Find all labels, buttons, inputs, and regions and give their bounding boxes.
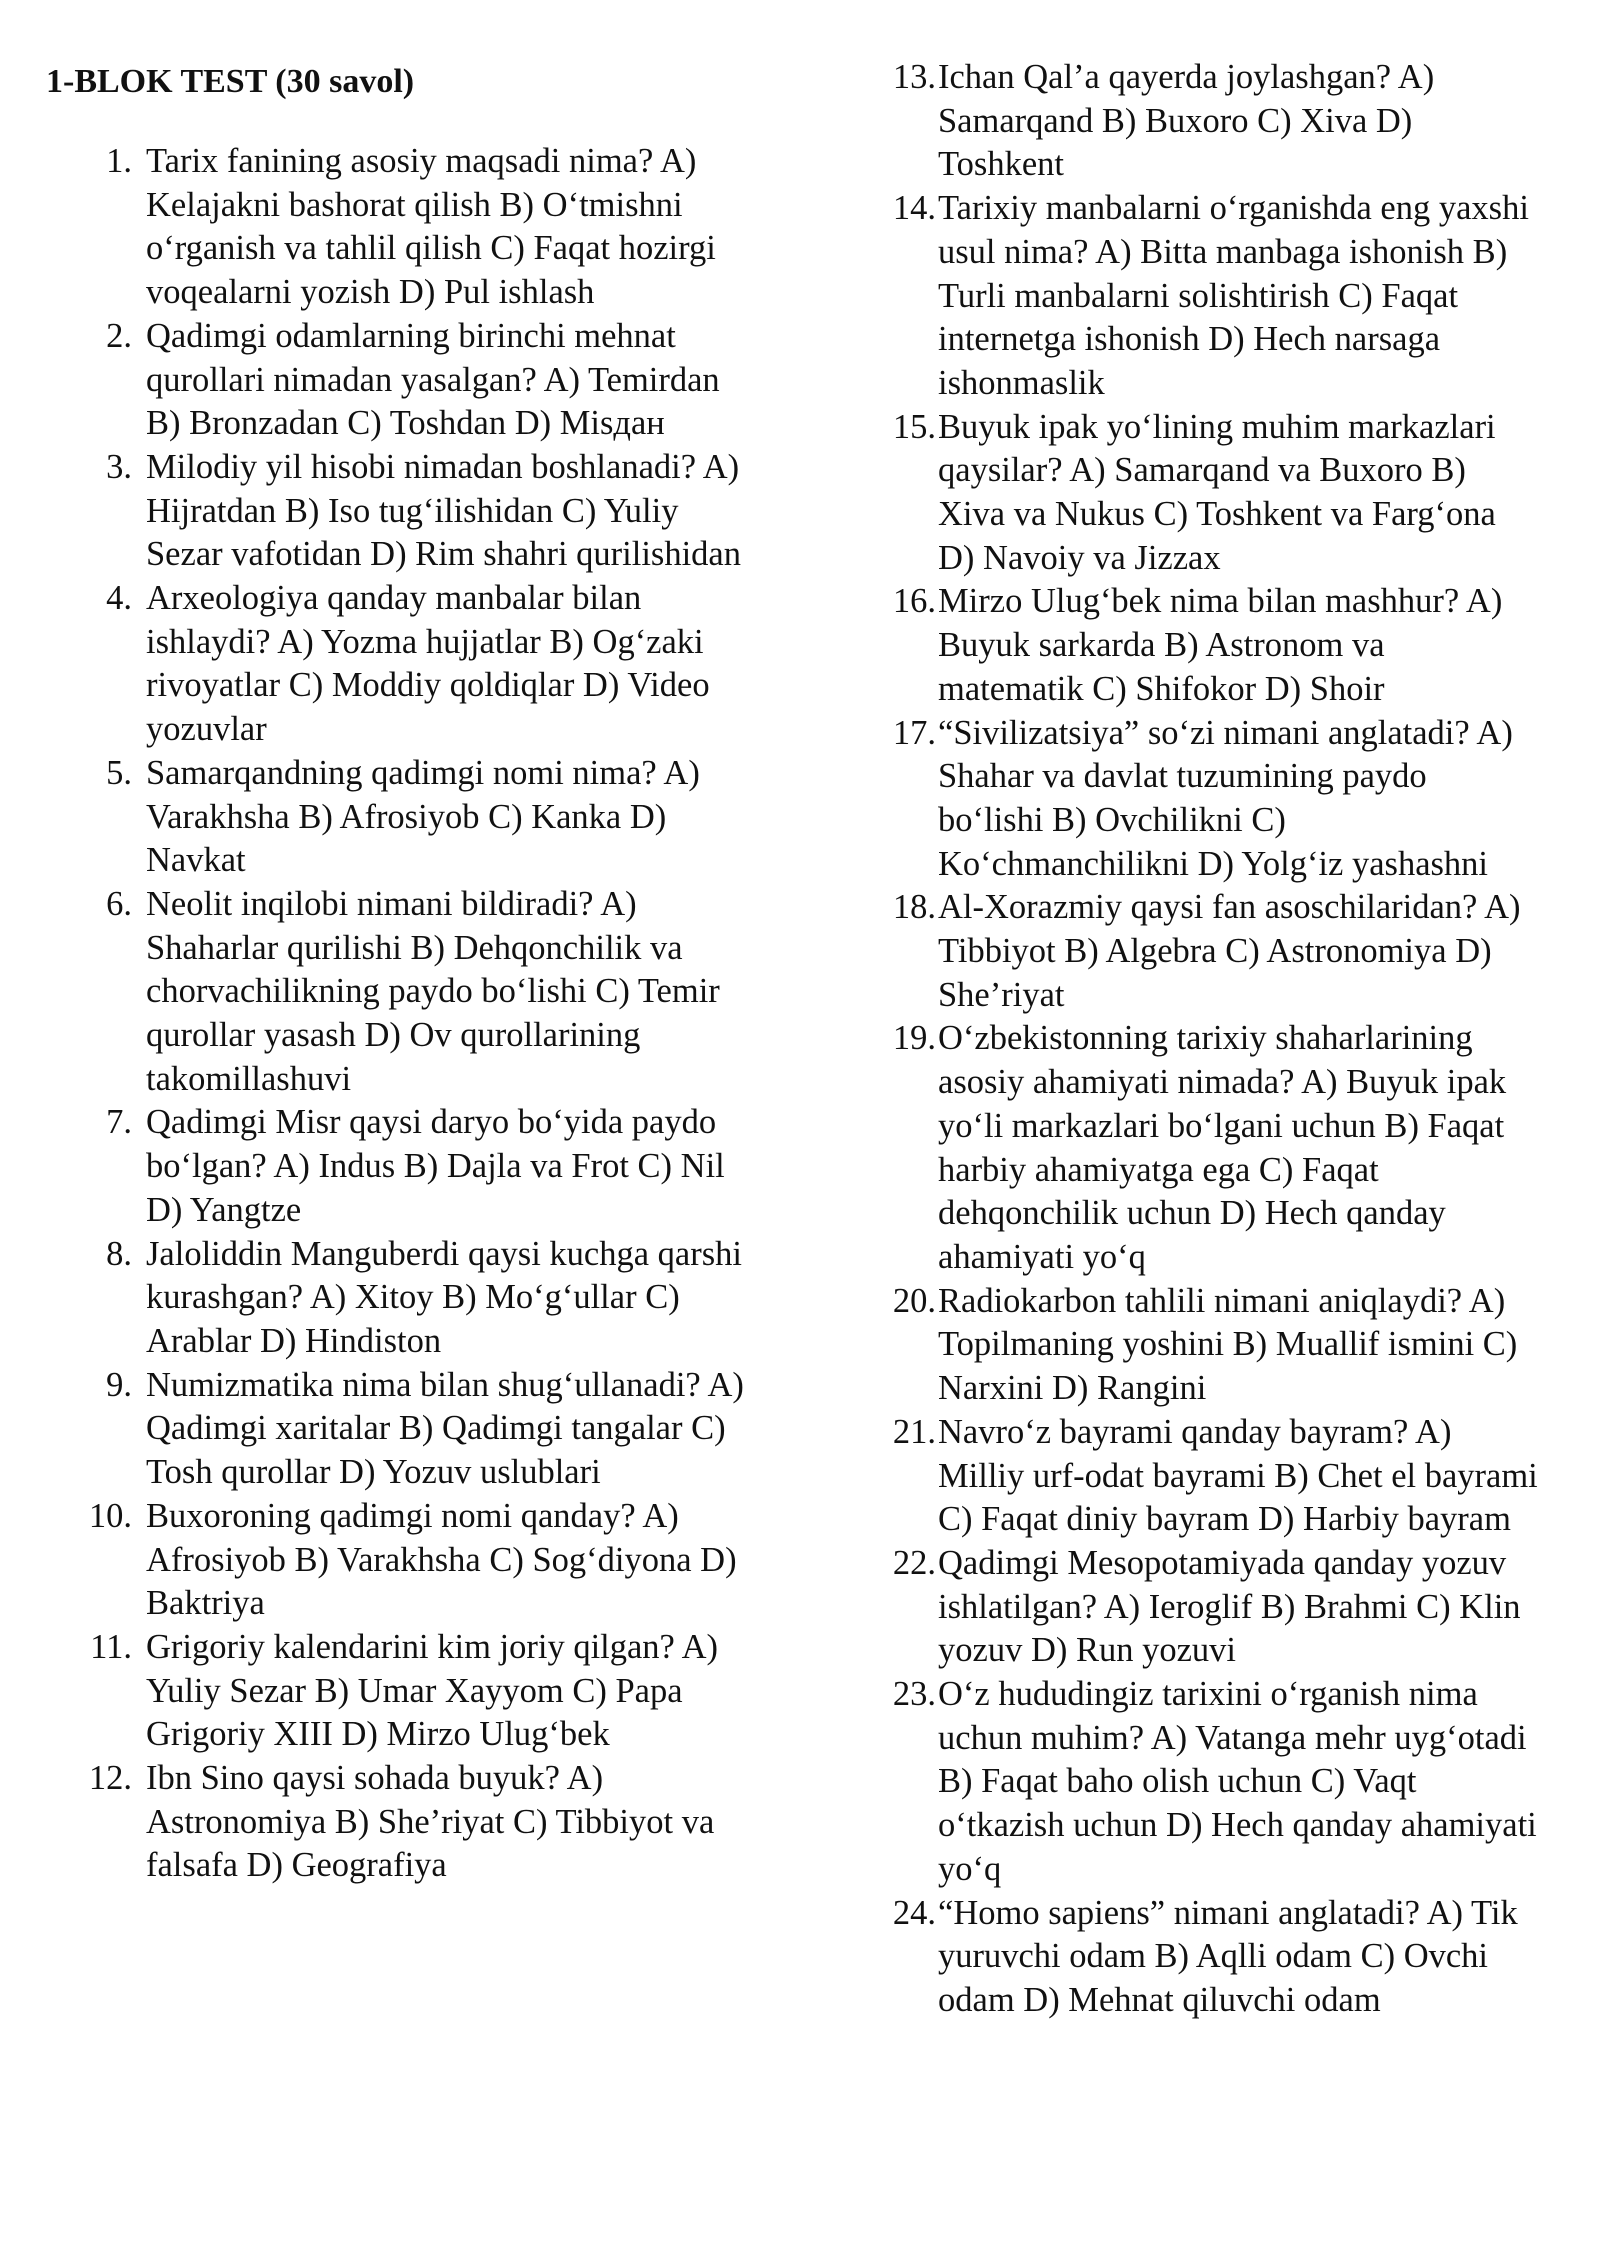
question-number: 22. xyxy=(892,1543,936,1582)
question-text: Al-Xorazmiy qaysi fan asoschilaridan? A) Tibbiyot B) Algebra C) Astronomiya D) She’riyat xyxy=(938,888,1521,1014)
question-item xyxy=(46,1757,746,1888)
question-number: 9. xyxy=(106,1365,132,1404)
question-number: 2. xyxy=(106,316,132,355)
question-text: Buxoroning qadimgi nomi qanday? A) Afrosiyob B) Varakhsha C) Sog‘diyona D) Baktriya xyxy=(146,1496,737,1623)
question-list-right xyxy=(878,56,1538,2023)
question-item xyxy=(878,712,1538,887)
question-text: “Sivilizatsiya” so‘zi nimani anglatadi? A) Shahar va davlat tuzumining paydo bo‘lishi B) Ovchilikni C) Ko‘chmanchilikni D) Yolg‘iz yashashni xyxy=(938,713,1513,883)
question-number: 10. xyxy=(88,1496,132,1535)
right-column xyxy=(878,56,1538,2023)
question-item xyxy=(878,1892,1538,2023)
question-item xyxy=(46,1101,746,1232)
question-item xyxy=(46,883,746,1102)
question-number: 16. xyxy=(892,582,936,621)
question-number: 13. xyxy=(892,58,936,96)
question-number: 3. xyxy=(106,447,132,486)
question-text: Tarixiy manbalarni o‘rganishda eng yaxshi usul nima? A) Bitta manbaga ishonish B) Turli manbalarni solishtirish C) Faqat internetga ishonish D) Hech narsaga ishonmaslik xyxy=(938,189,1529,402)
question-item xyxy=(46,752,746,883)
left-column xyxy=(46,56,746,1888)
question-text: Buyuk ipak yo‘lining muhim markazlari qaysilar? A) Samarqand va Buxoro B) Xiva va Nukus C) Toshkent va Farg‘ona D) Navoiy va Jizzax xyxy=(938,407,1496,577)
question-text: Arxeologiya qanday manbalar bilan ishlaydi? A) Yozma hujjatlar B) Og‘zaki rivoyatlar C) Moddiy qoldiqlar D) Video yozuvlar xyxy=(146,579,710,749)
question-number: 20. xyxy=(892,1281,936,1320)
question-item xyxy=(46,1495,746,1626)
question-item xyxy=(878,1411,1538,1542)
question-item xyxy=(46,446,746,577)
question-text: Qadimgi Mesopotamiyada qanday yozuv ishlatilgan? A) Ieroglif B) Brahmi C) Klin yozuv D) Run yozuvi xyxy=(938,1543,1521,1670)
question-text: “Homo sapiens” nimani anglatadi? A) Tik yuruvchi odam B) Aqlli odam C) Ovchi odam D) Mehnat qiluvchi odam xyxy=(938,1893,1518,2019)
question-text: Radiokarbon tahlili nimani aniqlaydi? A) Topilmaning yoshini B) Muallif ismini C) Narxini D) Rangini xyxy=(938,1281,1518,1408)
question-item xyxy=(46,1626,746,1757)
question-number: 12. xyxy=(88,1759,132,1798)
question-number: 4. xyxy=(106,579,132,618)
document-title: 1-BLOK TEST (30 savol) xyxy=(46,63,415,100)
question-number: 5. xyxy=(106,753,132,792)
question-number: 24. xyxy=(892,1893,936,1932)
question-item xyxy=(878,886,1538,1017)
question-text: Qadimgi Misr qaysi daryo bo‘yida paydo bo‘lgan? A) Indus B) Dajla va Frot C) Nil D) Yangtze xyxy=(146,1103,725,1229)
question-number: 18. xyxy=(892,888,936,927)
question-item xyxy=(878,187,1538,406)
question-text: Milodiy yil hisobi nimadan boshlanadi? A) Hijratdan B) Iso tug‘ilishidan C) Yuliy Sezar vafotidan D) Rim shahri qurilishidan xyxy=(146,447,741,574)
question-text: Navro‘z bayrami qanday bayram? A) Milliy urf-odat bayrami B) Chet el bayrami C) Faqat diniy bayram D) Harbiy bayram xyxy=(938,1412,1538,1539)
question-item xyxy=(878,56,1538,187)
question-number: 15. xyxy=(892,407,936,446)
question-item xyxy=(878,1280,1538,1411)
question-item xyxy=(46,1233,746,1364)
question-text: O‘zbekistonning tarixiy shaharlarining asosiy ahamiyati nimada? A) Buyuk ipak yo‘li markazlari bo‘lgani uchun B) Faqat harbiy ahamiyatga ega C) Faqat dehqonchilik uchun D) Hech qanday ahamiyati yo‘q xyxy=(938,1019,1507,1276)
question-number: 1. xyxy=(106,142,132,180)
question-item xyxy=(878,1017,1538,1279)
question-number: 14. xyxy=(892,189,936,228)
question-text: Grigoriy kalendarini kim joriy qilgan? A) Yuliy Sezar B) Umar Xayyom C) Papa Grigoriy XIII D) Mirzo Ulug‘bek xyxy=(146,1627,718,1754)
question-text: Ibn Sino qaysi sohada buyuk? A) Astronomiya B) She’riyat C) Tibbiyot va falsafa D) Geografiya xyxy=(146,1759,715,1885)
question-item xyxy=(46,140,746,315)
question-item xyxy=(878,1542,1538,1673)
question-number: 17. xyxy=(892,713,936,752)
question-number: 21. xyxy=(892,1412,936,1451)
question-item xyxy=(46,1364,746,1495)
question-item xyxy=(878,1673,1538,1892)
question-text: Mirzo Ulug‘bek nima bilan mashhur? A) Buyuk sarkarda B) Astronom va matematik C) Shifokor D) Shoir xyxy=(938,582,1503,708)
question-text: Samarqandning qadimgi nomi nima? A) Varakhsha B) Afrosiyob C) Kanka D) Navkat xyxy=(146,753,700,880)
question-text: Neolit inqilobi nimani bildiradi? A) Shaharlar qurilishi B) Dehqonchilik va chorvachilikning paydo bo‘lishi C) Temir qurollar yasash D) Ov qurollarining takomillashuvi xyxy=(146,884,720,1098)
question-item xyxy=(878,580,1538,711)
question-number: 6. xyxy=(106,884,132,923)
question-item xyxy=(46,315,746,446)
question-text: O‘z hududingiz tarixini o‘rganish nima uchun muhim? A) Vatanga mehr uyg‘otadi B) Faqat baho olish uchun C) Vaqt o‘tkazish uchun D) Hech qanday ahamiyati yo‘q xyxy=(938,1675,1537,1888)
question-text: Tarix fanining asosiy maqsadi nima? A) Kelajakni bashorat qilish B) O‘tmishni o‘rganish va tahlil qilish C) Faqat hozirgi voqealarni yozish D) Pul ishlash xyxy=(146,142,716,312)
question-number: 8. xyxy=(106,1234,132,1273)
question-list-left xyxy=(46,140,746,1888)
question-text: Qadimgi odamlarning birinchi mehnat qurollari nimadan yasalgan? A) Temirdan B) Bronzadan C) Toshdan D) Misдан xyxy=(146,316,720,443)
question-text: Numizmatika nima bilan shug‘ullanadi? A) Qadimgi xaritalar B) Qadimgi tangalar C) Tosh qurollar D) Yozuv uslublari xyxy=(146,1365,744,1492)
question-text: Jaloliddin Manguberdi qaysi kuchga qarshi kurashgan? A) Xitoy B) Mo‘g‘ullar C) Arablar D) Hindiston xyxy=(146,1234,742,1360)
question-number: 19. xyxy=(892,1019,936,1058)
question-number: 23. xyxy=(892,1675,936,1714)
question-number: 11. xyxy=(90,1627,132,1666)
question-text: Ichan Qal’a qayerda joylashgan? A) Samarqand B) Buxoro C) Xiva D) Toshkent xyxy=(938,58,1435,184)
question-number: 7. xyxy=(106,1103,132,1142)
question-item xyxy=(878,406,1538,581)
question-item xyxy=(46,577,746,752)
